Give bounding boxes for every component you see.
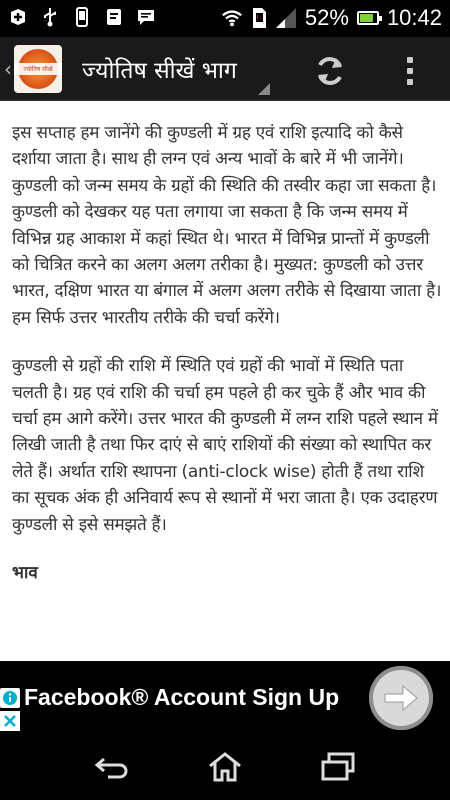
page-title[interactable]: ज्योतिष सीखें भाग [82, 58, 237, 84]
no-sim-icon [251, 7, 267, 29]
arrow-right-icon [383, 683, 419, 713]
phone-icon [72, 6, 92, 28]
ad-close-icon[interactable] [0, 711, 20, 731]
article-content[interactable] [12, 120, 442, 660]
up-caret-icon[interactable]: ‹ [4, 57, 12, 81]
wifi-icon [221, 7, 243, 29]
ad-action-button[interactable] [369, 666, 433, 730]
refresh-button[interactable] [310, 51, 350, 91]
app-logo-text: ज्योतिष सीखें [14, 63, 62, 75]
paragraph-1: इस सप्ताह हम जानेंगे की कुण्डली में ग्रह एवं राशि इत्यादि को कैसे दर्शाया जाता है। साथ ही लग्न एवं अन्य भावों के बारे में भी जानेंगे। कुण्डली को जन्म समय के ग्रहों की स्थिति की तस्वीर कहा जा सकता है। कुण्डली को देखकर यह पता लगाया जा सकता है कि जन्म समय में विभिन्न ग्रह आकाश में कहां स्थित थे। भारत में विभिन्न प्रान्तों में कुण्डली को चित्रित करने का अलग अलग तरीका है। मुख्यत: कुण्डली को उत्तर भारत, दक्षिण भारत या बंगाल में अलग अलग तरीके से दिखाया जाता है। हम सिर्फ उत्तर भारतीय तरीके की चर्चा करेंगे। [12, 123, 442, 328]
status-bar [0, 0, 450, 37]
app-logo[interactable] [14, 45, 62, 93]
app-bar [0, 37, 450, 101]
notification-icons [8, 6, 156, 28]
overflow-menu-icon[interactable] [396, 51, 424, 91]
chat-icon [136, 6, 156, 28]
navigation-bar [0, 733, 450, 800]
home-icon[interactable] [205, 749, 245, 785]
usb-icon [40, 6, 60, 28]
paragraph-2: कुण्डली से ग्रहों की राशि में स्थिति एवं ग्रहों की भावों में स्थिति पता चलती है। ग्रह एवं राशि की चर्चा हम पहले ही कर चुके हैं और भाव की चर्चा हम आगे करेंगे। उत्तर भारत की कुण्डली में लग्न राशि पहले स्थान में लिखी जाती है तथा फिर दाएं से बाएं राशियों की संख्या को स्थापित कर लेते हैं। अर्थात राशि स्थापना (anti-clock wise) होती हैं तथा राशि का सूचक अंक ही अनिवार्य रूप से स्थानों में भरा जाता है। एक उदाहरण कुण्डली से इसे समझते हैं। [12, 356, 438, 535]
system-indicators [221, 4, 442, 32]
signal-icon [275, 7, 297, 29]
back-icon[interactable] [92, 749, 132, 785]
ad-text[interactable]: Facebook® Account Sign Up [24, 684, 340, 710]
clock: 10:42 [386, 5, 442, 30]
ad-info-icon[interactable] [0, 688, 20, 708]
refresh-icon [313, 54, 347, 88]
battery-percent: 52% [304, 5, 349, 30]
recent-apps-icon[interactable] [318, 749, 358, 785]
section-heading: भाव [12, 563, 38, 584]
battery-charging-icon [357, 11, 379, 25]
svg-text:!: ! [255, 14, 260, 23]
notification-icon [104, 6, 124, 28]
spinner-indicator [258, 83, 270, 95]
add-icon [8, 6, 28, 28]
